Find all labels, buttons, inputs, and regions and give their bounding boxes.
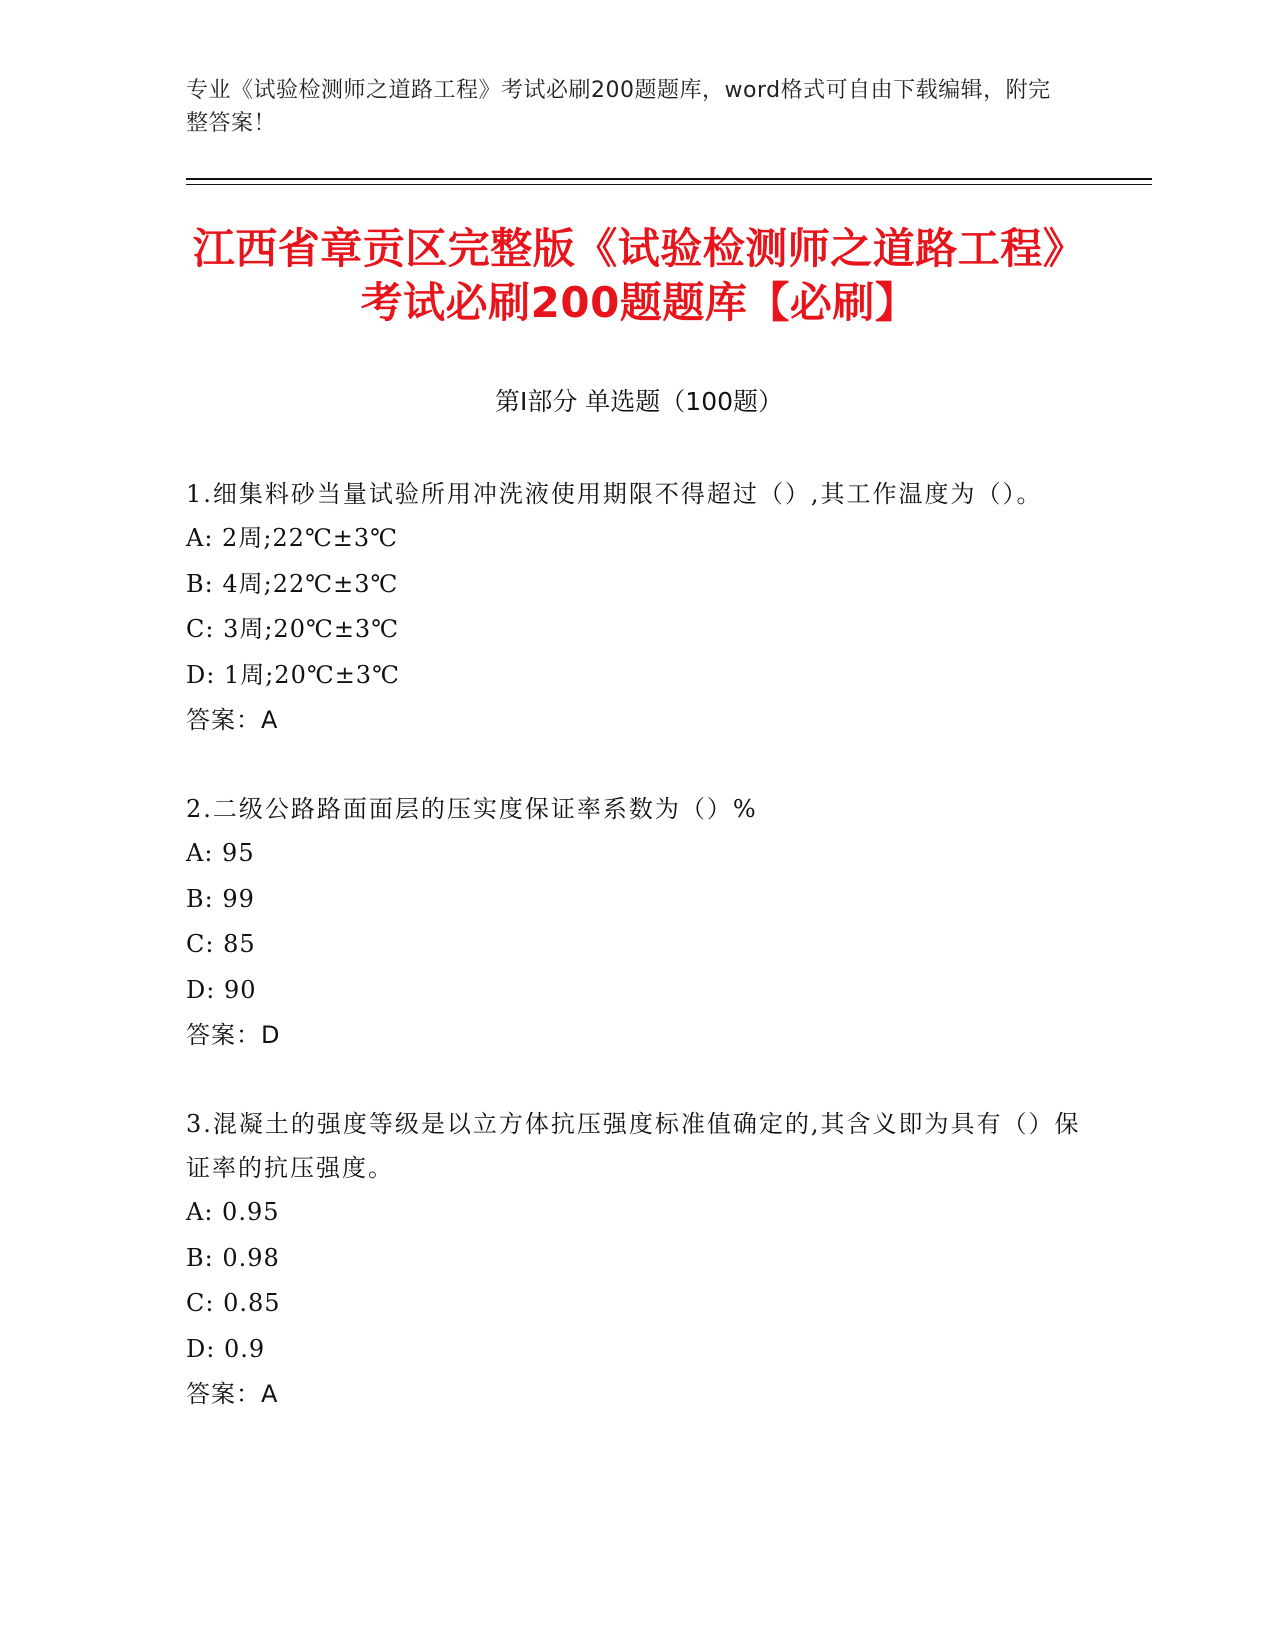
header-divider-thick [186,178,1152,180]
option-a: A: 95 [186,839,255,867]
question-2 [186,787,1086,1058]
option-d: D: 90 [186,975,257,1004]
option-c: C: 0.85 [186,1289,281,1317]
question-stem: 2.二级公路路面面层的压实度保证率系数为（）% [186,795,758,823]
option-d: D: 1周;20℃±3℃ [186,660,400,689]
question-3 [186,1102,1086,1417]
answer: 答案：A [186,1380,279,1408]
header-note: 专业《试验检测师之道路工程》考试必刷200题题库，word格式可自由下载编辑，附完整答案！ [186,78,1051,136]
document-title: 江西省章贡区完整版《试验检测师之道路工程》考试必刷200题题库【必刷】 [192,224,1086,327]
option-b: B: 0.98 [186,1243,280,1272]
section-heading: 第I部分 单选题（100题） [494,387,784,416]
question-list [186,472,1086,1461]
option-a: A: 2周;22℃±3℃ [186,524,399,552]
question-1 [186,472,1086,743]
question-stem: 3.混凝土的强度等级是以立方体抗压强度标准值确定的,其含义即为具有（）保证率的抗压强度。 [186,1110,1081,1182]
option-a: A: 0.95 [186,1198,280,1226]
option-c: C: 85 [186,930,256,958]
answer: 答案：A [186,706,279,734]
question-stem: 1.细集料砂当量试验所用冲洗液使用期限不得超过（）,其工作温度为（）。 [186,480,1043,508]
option-b: B: 4周;22℃±3℃ [186,569,399,598]
option-d: D: 0.9 [186,1334,266,1363]
header-divider-thin [186,184,1152,185]
option-c: C: 3周;20℃±3℃ [186,615,400,643]
option-b: B: 99 [186,884,255,913]
answer: 答案：D [186,1021,281,1049]
